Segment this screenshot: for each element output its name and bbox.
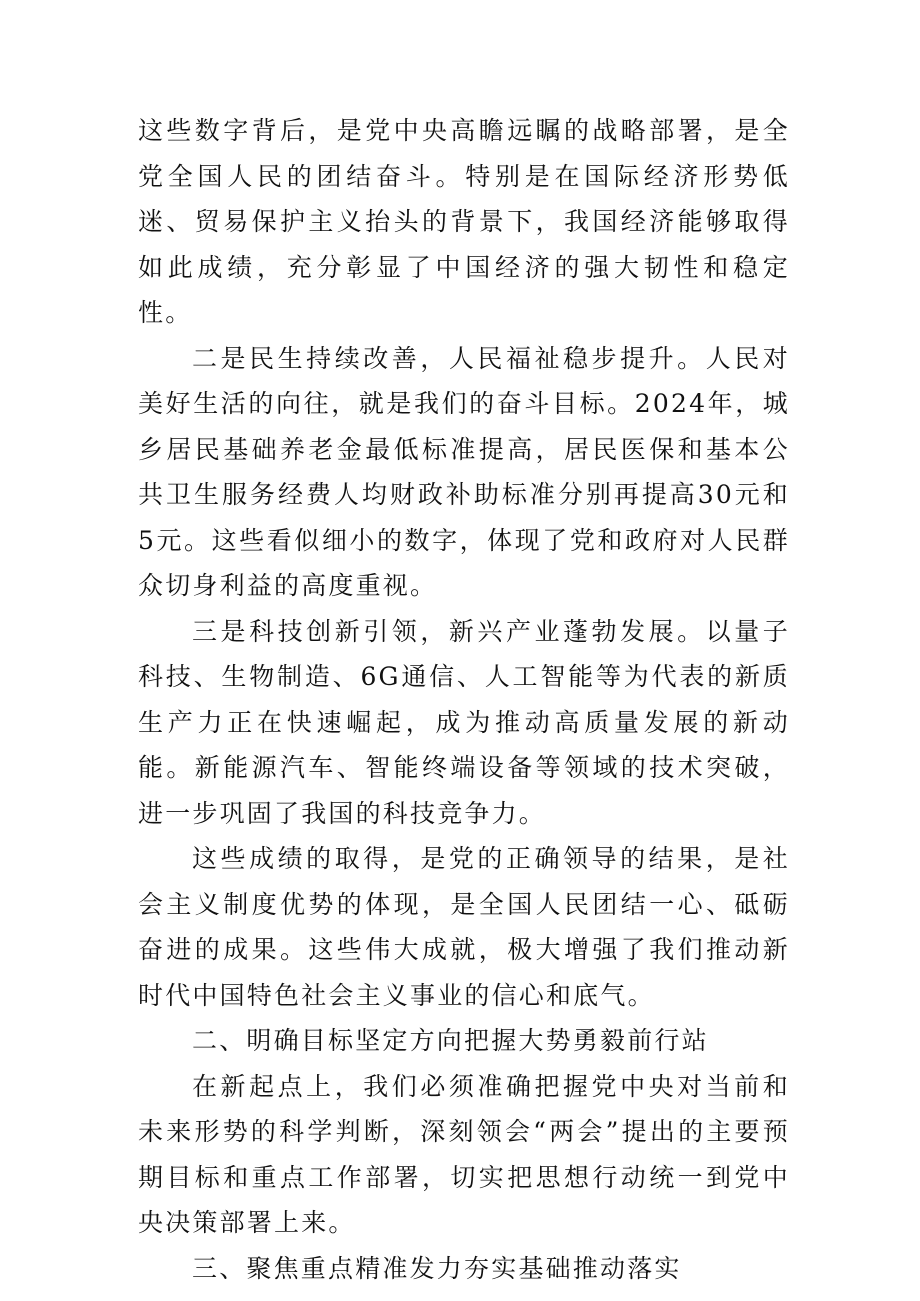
- paragraph-new-starting-point: 在新起点上，我们必须准确把握党中央对当前和未来形势的科学判断，深刻领会“两会”提出的主要预期目标和重点工作部署，切实把思想行动统一到党中央决策部署上来。: [138, 1071, 790, 1237]
- paragraph-achievements-summary: 这些成绩的取得，是党的正确领导的结果，是社会主义制度优势的体现，是全国人民团结一心、砥砺奋进的成果。这些伟大成就，极大增强了我们推动新时代中国特色社会主义事业的信心和底气。: [138, 844, 790, 1010]
- section-heading-two: 二、明确目标坚定方向把握大势勇毅前行站: [192, 1026, 709, 1055]
- paragraph-economic-strength: 这些数字背后，是党中央高瞻远瞩的战略部署，是全党全国人民的团结奋斗。特别是在国际经济形势低迷、贸易保护主义抬头的背景下，我国经济能够取得如此成绩，充分彰显了中国经济的强大韧性和稳定性。: [138, 116, 790, 327]
- document-body: [138, 108, 790, 1291]
- section-heading-three: 三、聚焦重点精准发力夯实基础推动落实: [192, 1253, 682, 1283]
- paragraph-livelihood: 二是民生持续改善，人民福祉稳步提升。人民对美好生活的向往，就是我们的奋斗目标。2024年，城乡居民基础养老金最低标准提高，居民医保和基本公共卫生服务经费人均财政补助标准分别再提高30元和5元。这些看似细小的数字，体现了党和政府对人民群众切身利益的高度重视。: [138, 343, 790, 600]
- paragraph-tech-innovation: 三是科技创新引领，新兴产业蓬勃发展。以量子科技、生物制造、6G通信、人工智能等为代表的新质生产力正在快速崛起，成为推动高质量发展的新动能。新能源汽车、智能终端设备等领域的技术突破，进一步巩固了我国的科技竞争力。: [138, 616, 790, 828]
